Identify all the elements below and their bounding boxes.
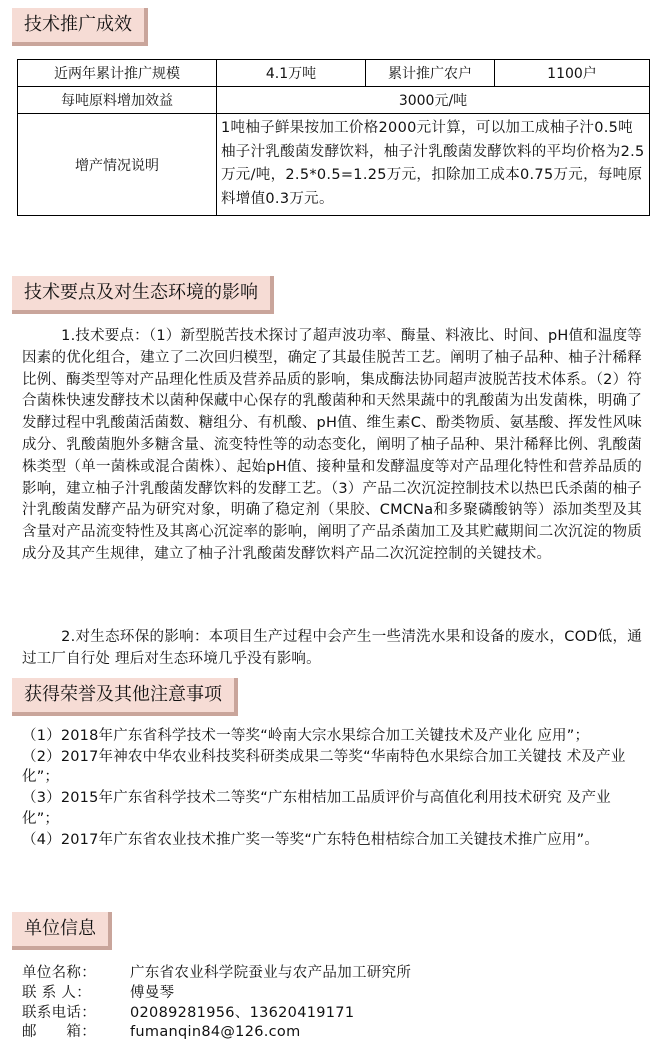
- email-row: [22, 1023, 411, 1043]
- scale-value: 4.1万吨: [217, 60, 366, 87]
- list-item: （4）2017年广东省农业技术推广奖一等奖“广东特色柑桔综合加工关键技术推广应用”。: [22, 831, 600, 848]
- table-row: [18, 87, 650, 114]
- phone-row: [22, 1004, 411, 1024]
- section-header-points: 技术要点及对生态环境的影响: [12, 276, 274, 314]
- honors-list: [22, 726, 642, 850]
- benefit-label: 每吨原料增加效益: [18, 87, 217, 114]
- list-item: （1）2018年广东省科学技术一等奖“岭南大宗水果综合加工关键技术及产业化 应用”；: [22, 728, 590, 744]
- benefit-value: 3000元/吨: [217, 87, 650, 114]
- unit-name: 广东省农业科学院蚕业与农产品加工研究所: [130, 965, 412, 981]
- list-item: （3）2015年广东省科学技术二等奖“广东柑桔加工品质评价与高值化利用技术研究 及产业化”；: [22, 790, 611, 827]
- desc-label: 增产情况说明: [18, 114, 217, 216]
- phone-label: 联系电话：: [22, 1004, 96, 1021]
- section-header-honors: 获得荣誉及其他注意事项: [12, 678, 238, 716]
- table-row: [18, 114, 650, 216]
- email-value: fumanqin84@126.com: [130, 1024, 301, 1041]
- unit-name-label: 单位名称：: [22, 965, 96, 981]
- tech-points-paragraph: 1.技术要点：（1）新型脱苦技术探讨了超声波功率、酶量、料液比、时间、pH值和温度等因素的优化组合，建立了二次回归模型，确定了其最佳脱苦工艺。阐明了柚子品种、柚子汁稀释比例、酶类型等对产品理化性质及营养品质的影响，集成酶法协同超声波脱苦技术体系。（2）符合菌株快速发酵技术以菌种保藏中心保存的乳酸菌种和天然果蔬中的乳酸菌为出发菌株，明确了发酵过程中乳酸菌活菌数、糖组分、有机酸、pH值、维生素C、酚类物质、氨基酸、挥发性风味成分、乳酸菌胞外多糖含量、流变特性等的动态变化，阐明了柚子品种、果汁稀释比例、乳酸菌株类型（单一菌株或混合菌株）、起始pH值、接种量和发酵温度等对产品理化特性和营养品质的影响，建立柚子汁乳酸菌发酵饮料的发酵工艺。（3）产品二次沉淀控制技术以热巴氏杀菌的柚子汁乳酸菌发酵产品为研究对象，明确了稳定剂（果胶、CMCNa和多聚磷酸钠等）添加类型及其含量对产品流变特性及其离心沉淀率的影响，阐明了产品杀菌加工及其贮藏期间二次沉淀的物质成分及其产生规律，建立了柚子汁乳酸菌发酵饮料产品二次沉淀控制的关键技术。: [22, 328, 642, 562]
- unit-name-row: [22, 964, 411, 984]
- unit-info: [22, 964, 411, 1043]
- promotion-table: [17, 59, 650, 216]
- contact-row: [22, 984, 411, 1004]
- section-header-unit: 单位信息: [12, 912, 112, 950]
- contact-name: 傅曼琴: [130, 984, 175, 1001]
- desc-text: 1吨柚子鲜果按加工价格2000元计算，可以加工成柚子汁0.5吨柚子汁乳酸菌发酵饮料，柚子汁乳酸菌发酵饮料的平均价格为2.5万元/吨，2.5*0.5=1.25万元，扣除加工成本0.75万元，每吨原料增值0.3万元。: [217, 114, 650, 216]
- scale-label: 近两年累计推广规模: [18, 60, 217, 87]
- table-row: [18, 60, 650, 87]
- section-header-effect: 技术推广成效: [12, 8, 148, 46]
- email-label: 邮 箱：: [22, 1024, 96, 1041]
- farmers-value: 1100户: [495, 60, 650, 87]
- eco-impact-paragraph: 2.对生态环保的影响：本项目生产过程中会产生一些清洗水果和设备的废水，COD低，通过工厂自行处 理后对生态环境几乎没有影响。: [22, 629, 642, 667]
- phone-value: 02089281956、13620419171: [130, 1004, 355, 1021]
- list-item: （2）2017年神农中华农业科技奖科研类成果二等奖“华南特色水果综合加工关键技 术及产业化”；: [22, 748, 626, 786]
- contact-label: 联 系 人：: [22, 984, 92, 1001]
- farmers-label: 累计推广农户: [366, 60, 495, 87]
